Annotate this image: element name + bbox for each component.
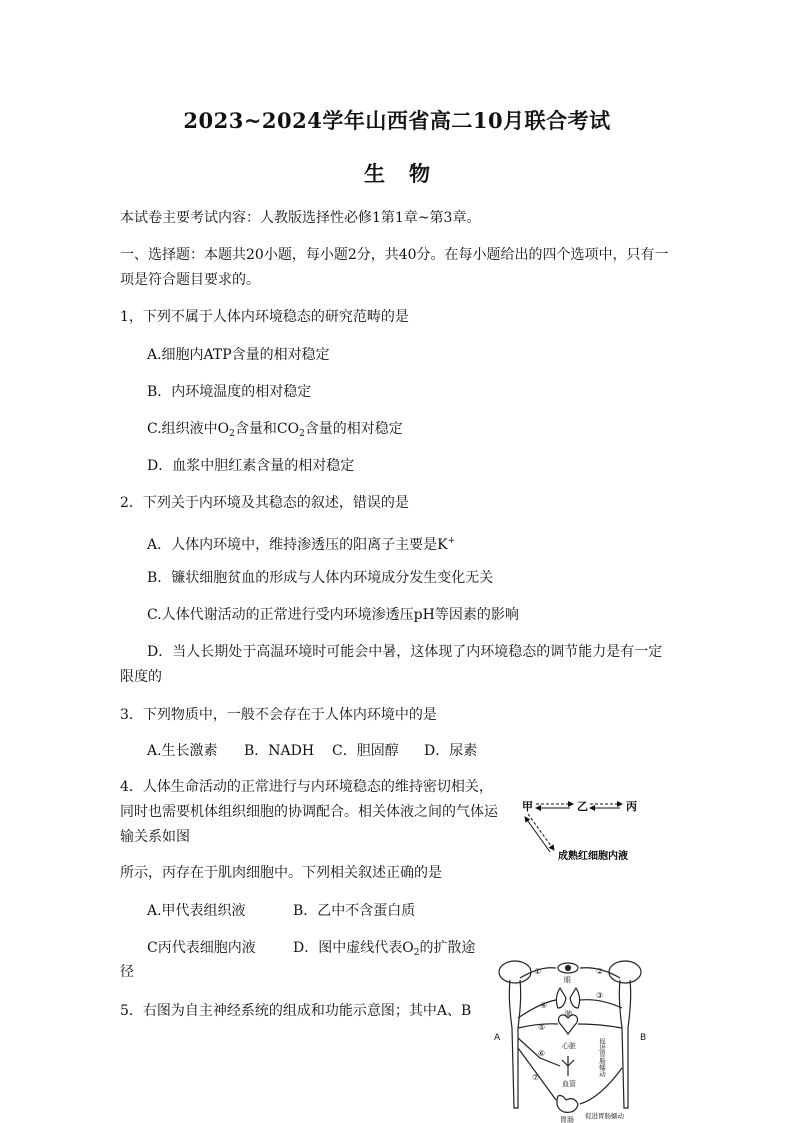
q4-d-part2: 的扩散途	[419, 940, 476, 956]
q3-stem: 3．下列物质中，一般不会存在于人体内环境中的是	[120, 707, 437, 723]
q3-option-c: C．胆固醇	[332, 743, 399, 759]
right-spinal-cord	[619, 980, 630, 1108]
q1-c-part3: 含量的相对稳定	[304, 421, 403, 437]
label-promote-vertical: 促进胃肠蠕动	[598, 1038, 606, 1077]
arrow-jia-rbc-dashed	[528, 814, 554, 850]
eye-pupil-icon	[566, 966, 571, 971]
q2-a-sup: +	[447, 536, 456, 546]
q4-stem-cont: 所示，丙存在于肌肉细胞中。下列相关叙述正确的是	[120, 865, 442, 881]
nerve-line-3	[518, 1000, 556, 1018]
label-stomach: 胃肠	[560, 1116, 574, 1123]
q4-option-b: B．乙中不含蛋白质	[293, 903, 416, 919]
stomach-icon	[557, 1096, 578, 1113]
label-n2: ②	[596, 967, 604, 976]
label-n6: ⑥	[538, 1049, 546, 1058]
q1-option-d: D．血浆中胆红素含量的相对稳定	[147, 458, 355, 474]
left-brain-shape	[499, 961, 531, 983]
lung-icon	[556, 988, 579, 1008]
label-a: A	[494, 1033, 501, 1043]
q1-option-a: A.细胞内ATP含量的相对稳定	[147, 347, 330, 363]
exam-scope: 本试卷主要考试内容：人教版选择性必修1第1章~第3章。	[120, 210, 481, 226]
q1-c-sub1: 2	[229, 429, 235, 439]
q4-options-ab	[147, 901, 415, 921]
label-n7: ⑦	[532, 1073, 540, 1082]
q1-c-part1: C.组织液中O	[147, 421, 230, 437]
q1-option-b: B．内环境温度的相对稳定	[147, 384, 312, 400]
q4-option-d	[293, 938, 475, 963]
vessel-icon	[562, 1056, 574, 1076]
q3-option-a: A.生长激素	[147, 743, 218, 759]
label-promote-bottom: 促进胃肠蠕动	[585, 1112, 624, 1120]
promote-vertical-label	[598, 1037, 606, 1079]
q4-options-cd	[147, 938, 475, 963]
q4-d-sub: 2	[413, 948, 420, 958]
q1-stem: 1，下列不属于人体内环境稳态的研究范畴的是	[120, 309, 409, 325]
q2-option-b: B．镰状细胞贫血的形成与人体内环境成分发生变化无关	[147, 570, 494, 586]
label-yi: 乙	[577, 801, 588, 813]
label-n1: ①	[534, 967, 542, 976]
q5-stem: 5．右图为自主神经系统的组成和功能示意图；其中A、B	[120, 1003, 472, 1019]
label-b: B	[640, 1033, 647, 1043]
q3-options	[147, 741, 477, 761]
q3-option-d: D．尿素	[424, 743, 478, 759]
q1-c-sub2: 2	[299, 429, 305, 439]
q4-stem: 4．人体生命活动的正常进行与内环境稳态的维持密切相关，同时也需要机体组织细胞的协调配合。相关体液之间的气体运输关系如图	[120, 779, 498, 845]
label-n4: ④	[540, 1001, 548, 1010]
q4-d-part1: D．图中虚线代表O	[293, 940, 414, 956]
section-instructions: 一、选择题：本题共20小题，每小题2分，共40分。在每小题给出的四个选项中，只有一项是符合题目要求的。	[120, 247, 669, 288]
q4-option-d-cont: 径	[120, 964, 134, 980]
label-heart: 心脏	[562, 1042, 576, 1050]
label-jia: 甲	[522, 801, 533, 813]
q2-a-text: A．人体内环境中，维持渗透压的阳离子主要是K	[147, 537, 448, 553]
label-lung: 肺	[565, 1010, 572, 1018]
label-vessel: 血管	[562, 1080, 576, 1088]
exam-subject: 生物	[364, 161, 454, 186]
exam-title: 2023~2024学年山西省高二10月联合考试	[183, 108, 611, 133]
nerve-line-8	[578, 1024, 622, 1028]
arrow-rbc-jia-solid	[525, 817, 550, 852]
label-n5: ⑤	[538, 1023, 546, 1032]
q2-option-a	[147, 531, 455, 555]
q1-option-c	[147, 419, 403, 444]
q5-autonomic-nervous-diagram	[490, 958, 650, 1123]
label-n3: ③	[596, 991, 604, 1000]
label-bing: 丙	[626, 801, 637, 813]
q2-option-d: D．当人长期处于高温环境时可能会中暑，这体现了内环境稳态的调节能力是有一定限度的	[120, 644, 663, 685]
q3-option-b: B．NADH	[244, 743, 315, 759]
label-rbc-fluid: 成熟红细胞内液	[558, 851, 628, 862]
q1-c-part2: 含量和CO	[234, 421, 300, 437]
q4-option-a: A.甲代表组织液	[147, 903, 246, 919]
label-eye: 眼	[564, 976, 571, 984]
left-spinal-cord	[509, 980, 520, 1108]
q4-option-c: C丙代表细胞内液	[147, 940, 256, 956]
nerve-line-7	[580, 1000, 622, 1008]
right-brain-shape	[609, 961, 641, 983]
q2-option-c: C.人体代谢活动的正常进行受内环境渗透压pH等因素的影响	[147, 607, 519, 623]
q2-stem: 2．下列关于内环境及其稳态的叙述，错误的是	[120, 495, 409, 511]
q4-gas-transport-diagram	[518, 796, 678, 866]
